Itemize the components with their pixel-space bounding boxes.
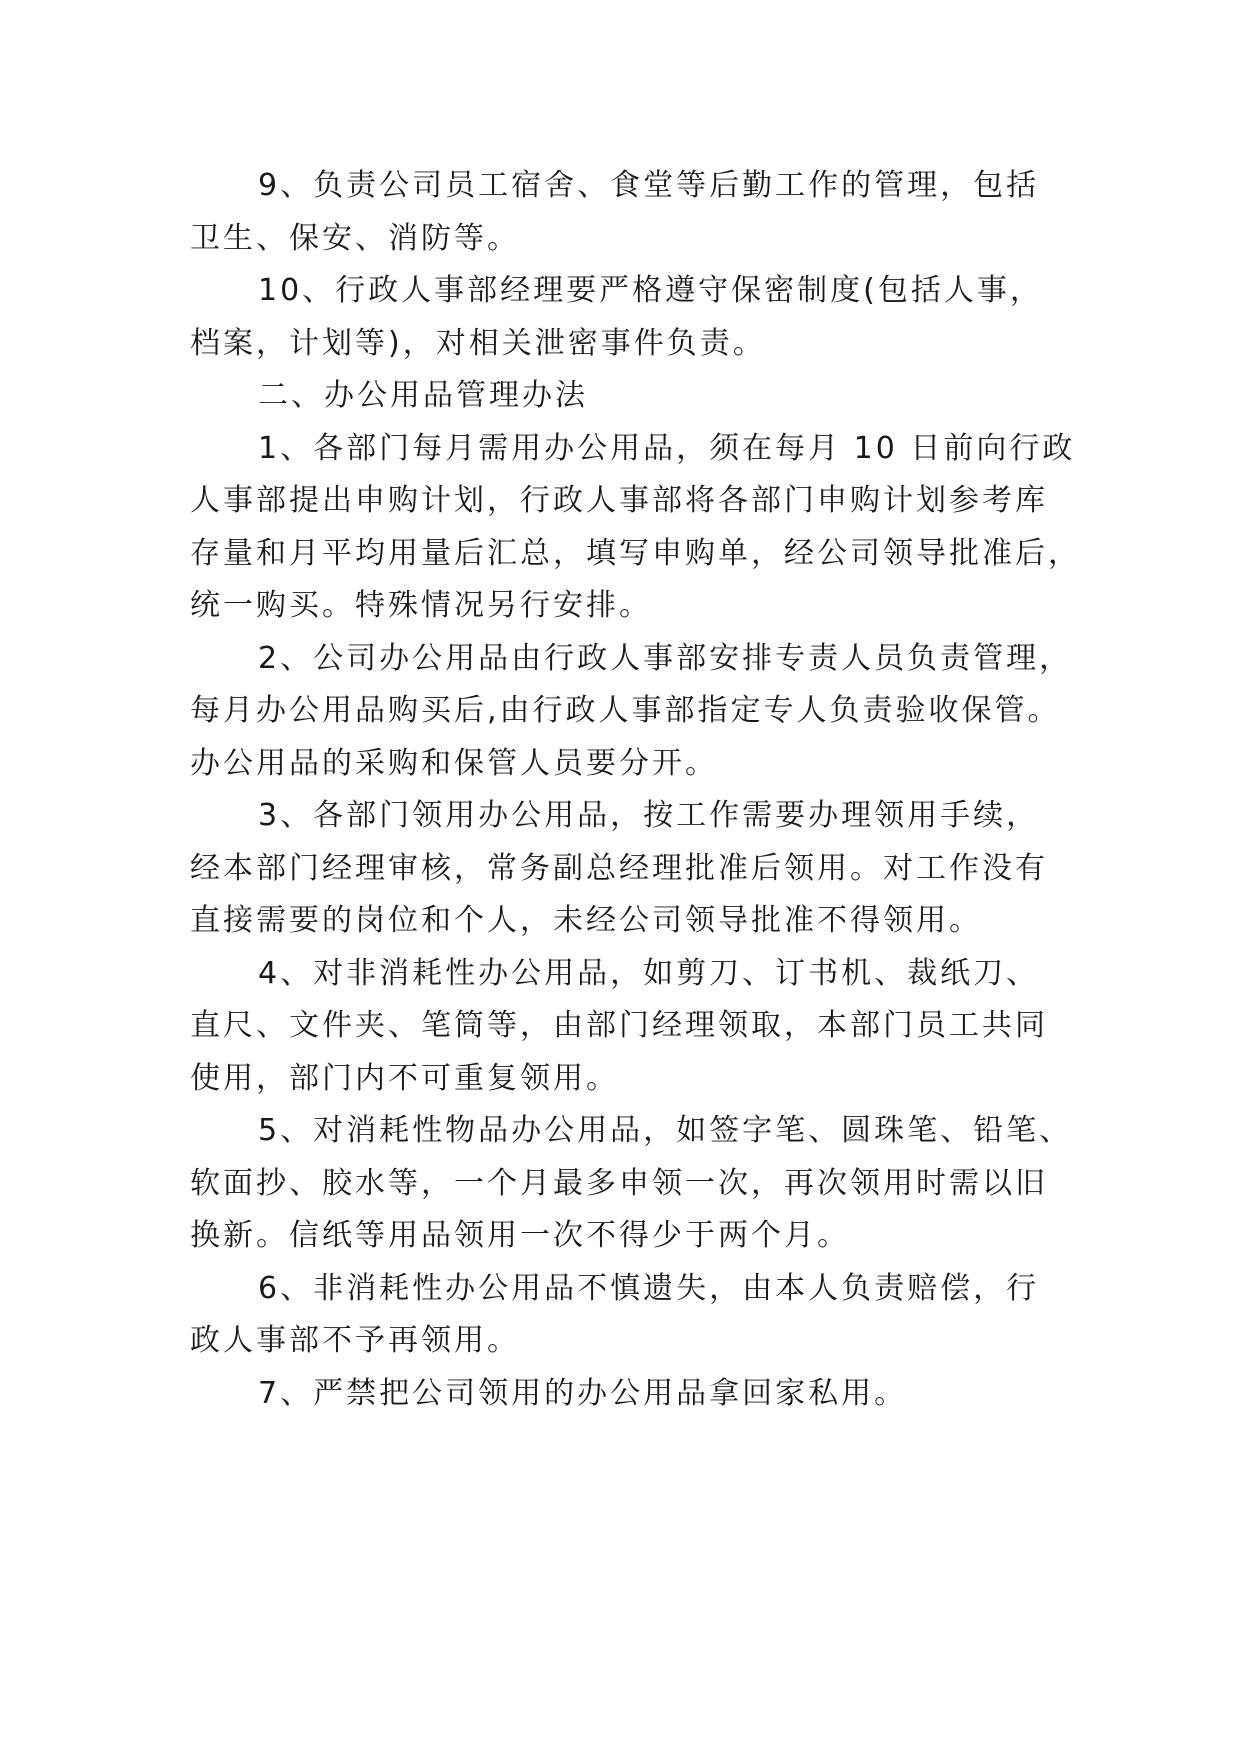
paragraph-line: 5、对消耗性物品办公用品，如签字笔、圆珠笔、铅笔、 [258,1113,1073,1148]
paragraph-line: 卫生、保安、消防等。 [190,220,520,256]
paragraph-line: 办公用品的采购和保管人员要分开。 [190,745,718,781]
paragraph [190,633,1073,791]
paragraph-line: 使用，部门内不可重复领用。 [190,1060,619,1096]
paragraph [190,423,1081,633]
paragraph-line: 政人事部不予再领用。 [190,1323,520,1358]
paragraph-line: 软面抄、胶水等，一个月最多申领一次，再次领用时需以旧 [190,1165,1048,1201]
paragraph-line: 1、各部门每月需用办公用品，须在每月 10 日前向行政 [258,430,1076,466]
paragraph-line: 统一购买。特殊情况另行安排。 [190,588,652,623]
paragraph-line: 6、非消耗性办公用品不慎遗失，由本人负责赔偿，行 [258,1270,1040,1306]
paragraph-line: 经本部门经理审核，常务副总经理批准后领用。对工作没有 [190,850,1048,886]
paragraph-line: 7、严禁把公司领用的办公用品拿回家私用。 [258,1375,908,1411]
paragraph-line: 人事部提出申购计划，行政人事部将各部门申购计划参考库 [190,483,1048,518]
paragraph-line: 3、各部门领用办公用品，按工作需要办理领用手续， [258,798,1040,833]
paragraph-line: 直尺、文件夹、笔筒等，由部门经理领取，本部门员工共同 [190,1008,1048,1043]
paragraph-line: 每月办公用品购买后,由行政人事部指定专人负责验收保管。 [190,693,1061,728]
paragraph [190,1368,1050,1421]
paragraph [190,160,1050,265]
paragraph-line: 2、公司办公用品由行政人事部安排专责人员负责管理， [258,640,1073,676]
paragraph [190,790,1050,948]
paragraph-line: 档案，计划等)，对相关泄密事件负责。 [190,325,766,361]
paragraph-line: 10、行政人事部经理要严格遵守保密制度(包括人事， [258,273,1043,308]
paragraph [190,1105,1073,1263]
paragraph [190,265,1050,370]
paragraph-line: 二、办公用品管理办法 [258,378,588,413]
document-body [190,160,1081,1420]
paragraph [190,370,1050,423]
paragraph-line: 直接需要的岗位和个人，未经公司领导批准不得领用。 [190,903,982,938]
paragraph-line: 存量和月平均用量后汇总，填写申购单，经公司领导批准后， [190,535,1081,571]
paragraph-line: 9、负责公司员工宿舍、食堂等后勤工作的管理，包括 [258,168,1040,203]
paragraph-line: 4、对非消耗性办公用品，如剪刀、订书机、裁纸刀、 [258,955,1040,991]
paragraph-line: 换新。信纸等用品领用一次不得少于两个月。 [190,1218,850,1253]
paragraph [190,1263,1050,1368]
paragraph [190,948,1050,1106]
